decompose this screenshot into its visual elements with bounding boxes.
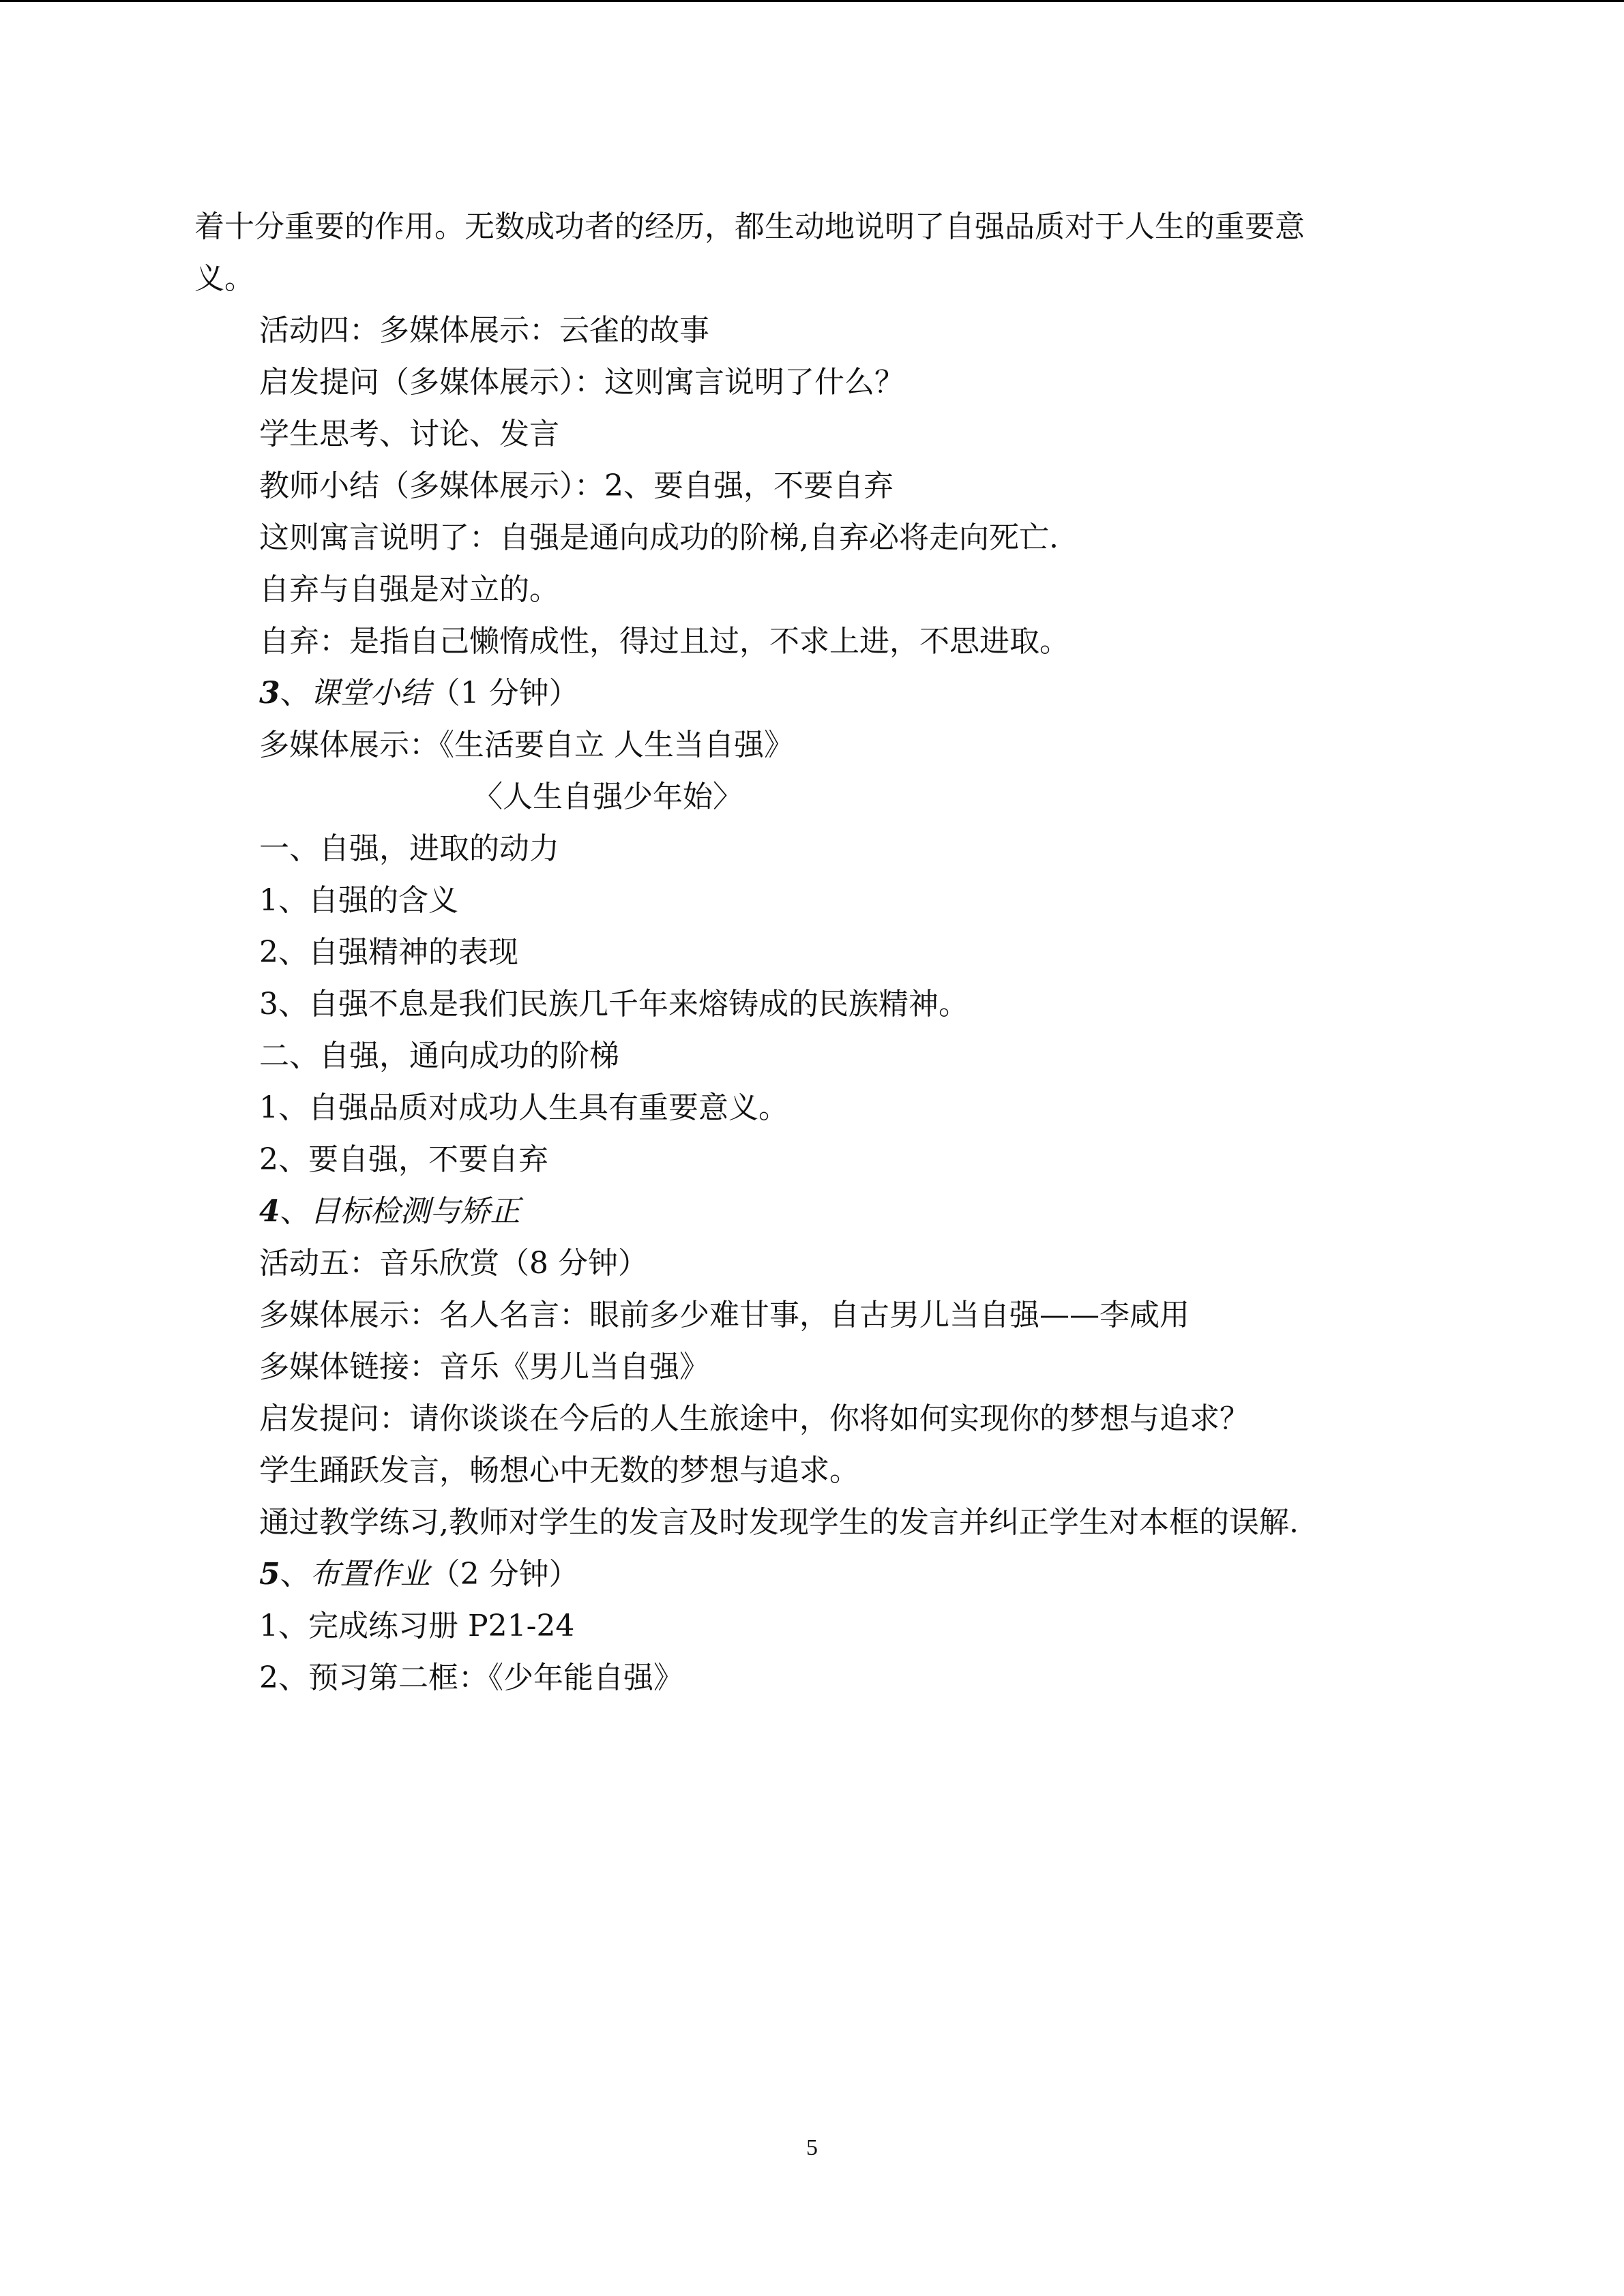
section-number: 4 bbox=[259, 1194, 280, 1229]
section-heading-class-summary bbox=[194, 668, 1436, 719]
summary-line: 2、要自强，不要自弃 bbox=[259, 1142, 548, 1177]
section-duration: （2 分钟） bbox=[430, 1557, 579, 1592]
summary-line: 3、自强不息是我们民族几千年来熔铸成的民族精神。 bbox=[259, 987, 969, 1022]
summary-line: 二、自强，通向成功的阶梯 bbox=[259, 1039, 619, 1073]
opposition-line: 自弃与自强是对立的。 bbox=[259, 572, 559, 607]
summary-line: 一、自强，进取的动力 bbox=[259, 831, 559, 866]
teacher-summary-line: 教师小结（多媒体展示）：2、要自强，不要自弃 bbox=[259, 468, 894, 503]
section-title: 课堂小结 bbox=[310, 676, 430, 711]
section-number: 3 bbox=[259, 676, 280, 711]
summary-line: 2、自强精神的表现 bbox=[259, 935, 518, 970]
homework-line: 2、预习第二框：《少年能自强》 bbox=[259, 1660, 683, 1695]
practice-line: 通过教学练习,教师对学生的发言及时发现学生的发言并纠正学生对本框的误解. bbox=[259, 1505, 1299, 1540]
practice-line: 多媒体展示：名人名言：眼前多少难甘事，自古男儿当自强——李咸用 bbox=[259, 1298, 1190, 1332]
practice-line: 启发提问：请你谈谈在今后的人生旅途中，你将如何实现你的梦想与追求？ bbox=[259, 1401, 1250, 1436]
summary-line: 多媒体展示：《生活要自立 人生当自强》 bbox=[259, 728, 794, 762]
section-heading-homework bbox=[194, 1549, 1436, 1600]
section-number: 5 bbox=[259, 1557, 280, 1592]
activity-four-line: 活动四：多媒体展示：云雀的故事 bbox=[259, 313, 709, 348]
section-duration: （1 分钟） bbox=[430, 676, 579, 711]
prompt-question-line: 启发提问（多媒体展示）：这则寓言说明了什么？ bbox=[259, 365, 904, 400]
fable-meaning-line: 这则寓言说明了：自强是通向成功的阶梯,自弃必将走向死亡. bbox=[259, 520, 1059, 555]
paragraph-line: 义。 bbox=[194, 261, 254, 296]
section-title: 布置作业 bbox=[310, 1557, 430, 1592]
section-heading-target-check bbox=[194, 1186, 1436, 1238]
summary-subtitle-line: 〈人生自强少年始〉 bbox=[473, 779, 743, 814]
document-body bbox=[194, 201, 1436, 1704]
page-number: 5 bbox=[806, 2135, 818, 2160]
section-separator: 、 bbox=[280, 1194, 310, 1229]
definition-line: 自弃：是指自己懒惰成性，得过且过，不求上进，不思进取。 bbox=[259, 624, 1069, 659]
practice-line: 多媒体链接：音乐《男儿当自强》 bbox=[259, 1350, 709, 1384]
practice-line: 学生踊跃发言，畅想心中无数的梦想与追求。 bbox=[259, 1453, 859, 1488]
homework-line: 1、完成练习册 P21-24 bbox=[259, 1609, 575, 1643]
section-title: 目标检测与矫正 bbox=[310, 1194, 520, 1229]
student-discussion-line: 学生思考、讨论、发言 bbox=[259, 417, 559, 451]
section-separator: 、 bbox=[280, 676, 310, 711]
paragraph-line: 着十分重要的作用。无数成功者的经历，都生动地说明了自强品质对于人生的重要意 bbox=[194, 209, 1305, 244]
summary-line: 1、自强品质对成功人生具有重要意义。 bbox=[259, 1090, 788, 1125]
summary-line: 1、自强的含义 bbox=[259, 883, 458, 918]
section-separator: 、 bbox=[280, 1557, 310, 1592]
practice-line: 活动五：音乐欣赏（8 分钟） bbox=[259, 1246, 648, 1281]
